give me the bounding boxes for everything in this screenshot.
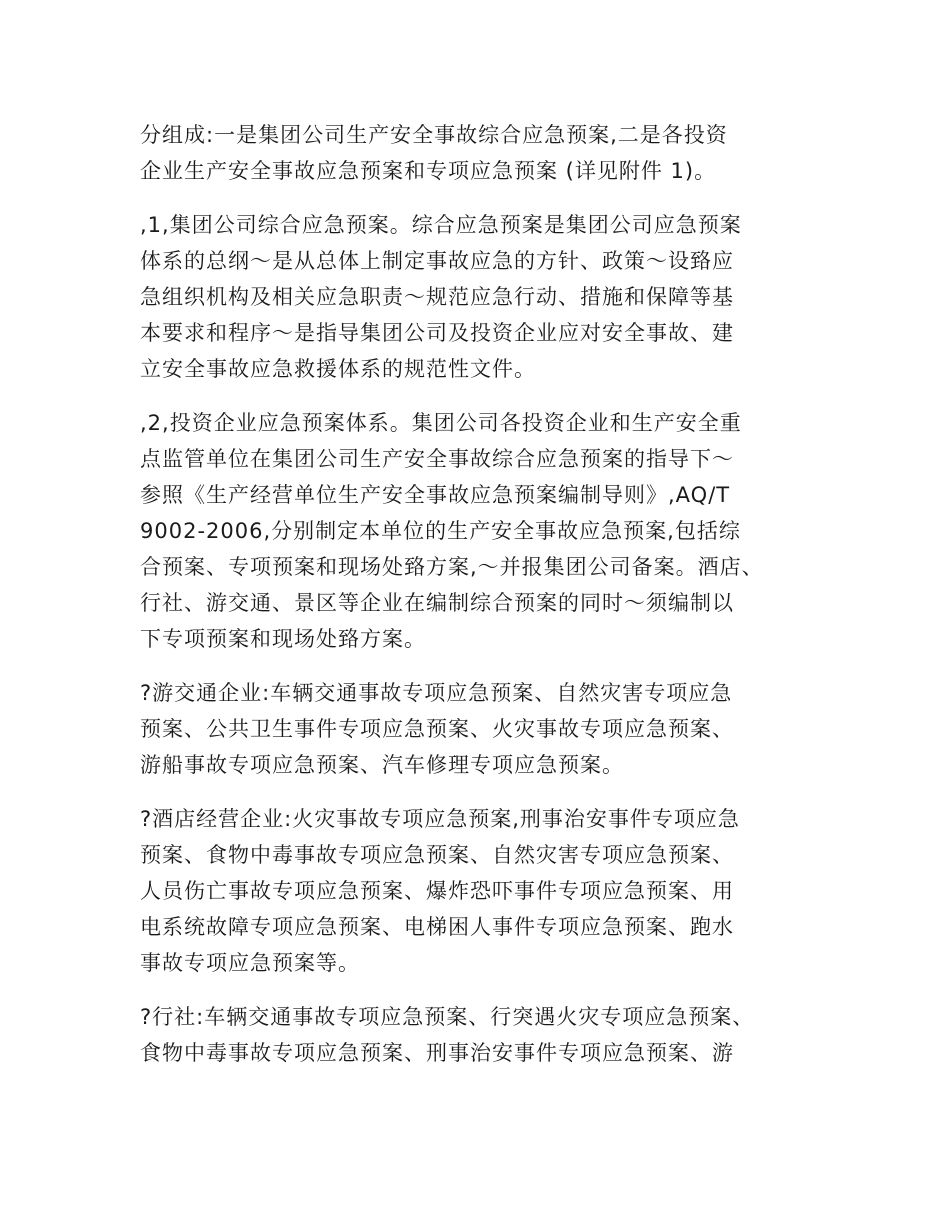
text-line: 电系统故障专项应急预案、电梯困人事件专项应急预案、跑水 <box>140 915 734 939</box>
paragraph-hotel <box>140 801 830 981</box>
text-line: 体系的总纲～是从总体上制定事故应急的方针、政策～设臵应 <box>140 249 734 273</box>
text-line: 参照《生产经营单位生产安全事故应急预案编制导则》,AQ/T <box>140 483 731 507</box>
text-line: 分组成:一是集团公司生产安全事故综合应急预案,二是各投资 <box>140 123 728 147</box>
text-line: 9002-2006,分别制定本单位的生产安全事故应急预案,包括综 <box>140 519 741 543</box>
text-line: 游船事故专项应急预案、汽车修理专项应急预案。 <box>140 753 624 777</box>
text-line: 食物中毒事故专项应急预案、刑事治安事件专项应急预案、游 <box>140 1041 734 1065</box>
document-body <box>140 117 830 1089</box>
text-line: 本要求和程序～是指导集团公司及投资企业应对安全事故、建 <box>140 321 734 345</box>
text-line: ?酒店经营企业:火灾事故专项应急预案,刑事治安事件专项应急 <box>140 807 740 831</box>
text-line: 立安全事故应急救援体系的规范性文件。 <box>140 357 536 381</box>
paragraph-composition <box>140 117 830 189</box>
text-line: 人员伤亡事故专项应急预案、爆炸恐吓事件专项应急预案、用 <box>140 879 734 903</box>
text-line: 预案、食物中毒事故专项应急预案、自然灾害专项应急预案、 <box>140 843 734 867</box>
text-line: ?游交通企业:车辆交通事故专项应急预案、自然灾害专项应急 <box>140 681 733 705</box>
text-line: 行社、游交通、景区等企业在编制综合预案的同时～须编制以 <box>140 591 734 615</box>
text-line: 合预案、专项预案和现场处臵方案,～并报集团公司备案。酒店、 <box>140 555 764 579</box>
text-line: 下专项预案和现场处臵方案。 <box>140 627 426 651</box>
text-line: 点监管单位在集团公司生产安全事故综合应急预案的指导下～ <box>140 447 734 471</box>
text-line: 急组织机构及相关应急职责～规范应急行动、措施和保障等基 <box>140 285 734 309</box>
text-line: ,2,投资企业应急预案体系。集团公司各投资企业和生产安全重 <box>140 411 742 435</box>
paragraph-transport <box>140 675 830 783</box>
paragraph-enterprise-plan <box>140 405 830 657</box>
text-line: ,1,集团公司综合应急预案。综合应急预案是集团公司应急预案 <box>140 213 742 237</box>
text-line: 企业生产安全事故应急预案和专项应急预案 (详见附件 1)。 <box>140 159 717 183</box>
paragraph-group-plan <box>140 207 830 387</box>
text-line: ?行社:车辆交通事故专项应急预案、行突遇火灾专项应急预案、 <box>140 1005 755 1029</box>
text-line: 事故专项应急预案等。 <box>140 951 360 975</box>
text-line: 预案、公共卫生事件专项应急预案、火灾事故专项应急预案、 <box>140 717 734 741</box>
paragraph-travel-agency <box>140 999 830 1071</box>
